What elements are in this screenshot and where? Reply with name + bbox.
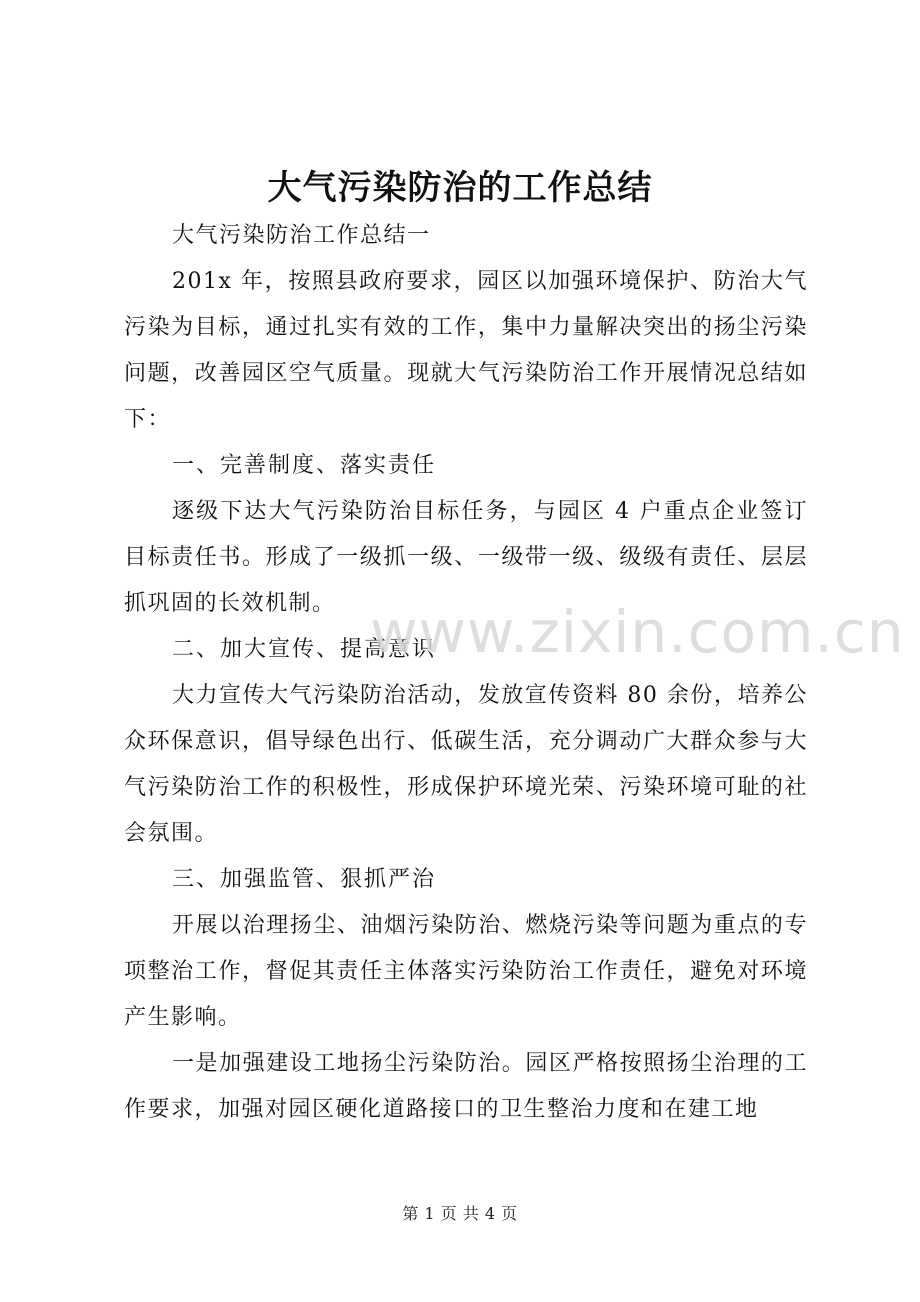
paragraph-section-1: 逐级下达大气污染防治目标任务，与园区 4 户重点企业签订目标责任书。形成了一级抓一级、一级带一级、级级有责任、层层抓巩固的长效机制。 — [124, 499, 808, 616]
section-heading-3: 三、加强监管、狠抓严治 — [172, 867, 437, 892]
paragraph-section-3-item-1: 一是加强建设工地扬尘污染防治。园区严格按照扬尘治理的工作要求，加强对园区硬化道路接口的卫生整治力度和在建工地 — [124, 1051, 808, 1122]
watermark: www.zixin.com.cn — [370, 598, 905, 666]
section-heading-1: 一、完善制度、落实责任 — [172, 453, 437, 478]
page-footer: 第 1 页 共 4 页 — [402, 1204, 518, 1223]
document-title: 大气污染防治的工作总结 — [267, 168, 653, 208]
paragraph-subtitle: 大气污染防治工作总结一 — [172, 223, 431, 248]
paragraph-intro: 201x 年，按照县政府要求，园区以加强环境保护、防治大气污染为目标，通过扎实有效的工作，集中力量解决突出的扬尘污染问题，改善园区空气质量。现就大气污染防治工作开展情况总结如下： — [124, 269, 808, 432]
paragraph-section-2: 大力宣传大气污染防治活动，发放宣传资料 80 余份，培养公众环保意识，倡导绿色出行、低碳生活，充分调动广大群众参与大气污染防治工作的积极性，形成保护环境光荣、污染环境可耻的社会氛围。 — [124, 683, 808, 846]
section-heading-2: 二、加大宣传、提高意识 — [172, 637, 437, 662]
paragraph-section-3: 开展以治理扬尘、油烟污染防治、燃烧污染等问题为重点的专项整治工作，督促其责任主体落实污染防治工作责任，避免对环境产生影响。 — [124, 913, 808, 1030]
document-body — [124, 213, 808, 1133]
